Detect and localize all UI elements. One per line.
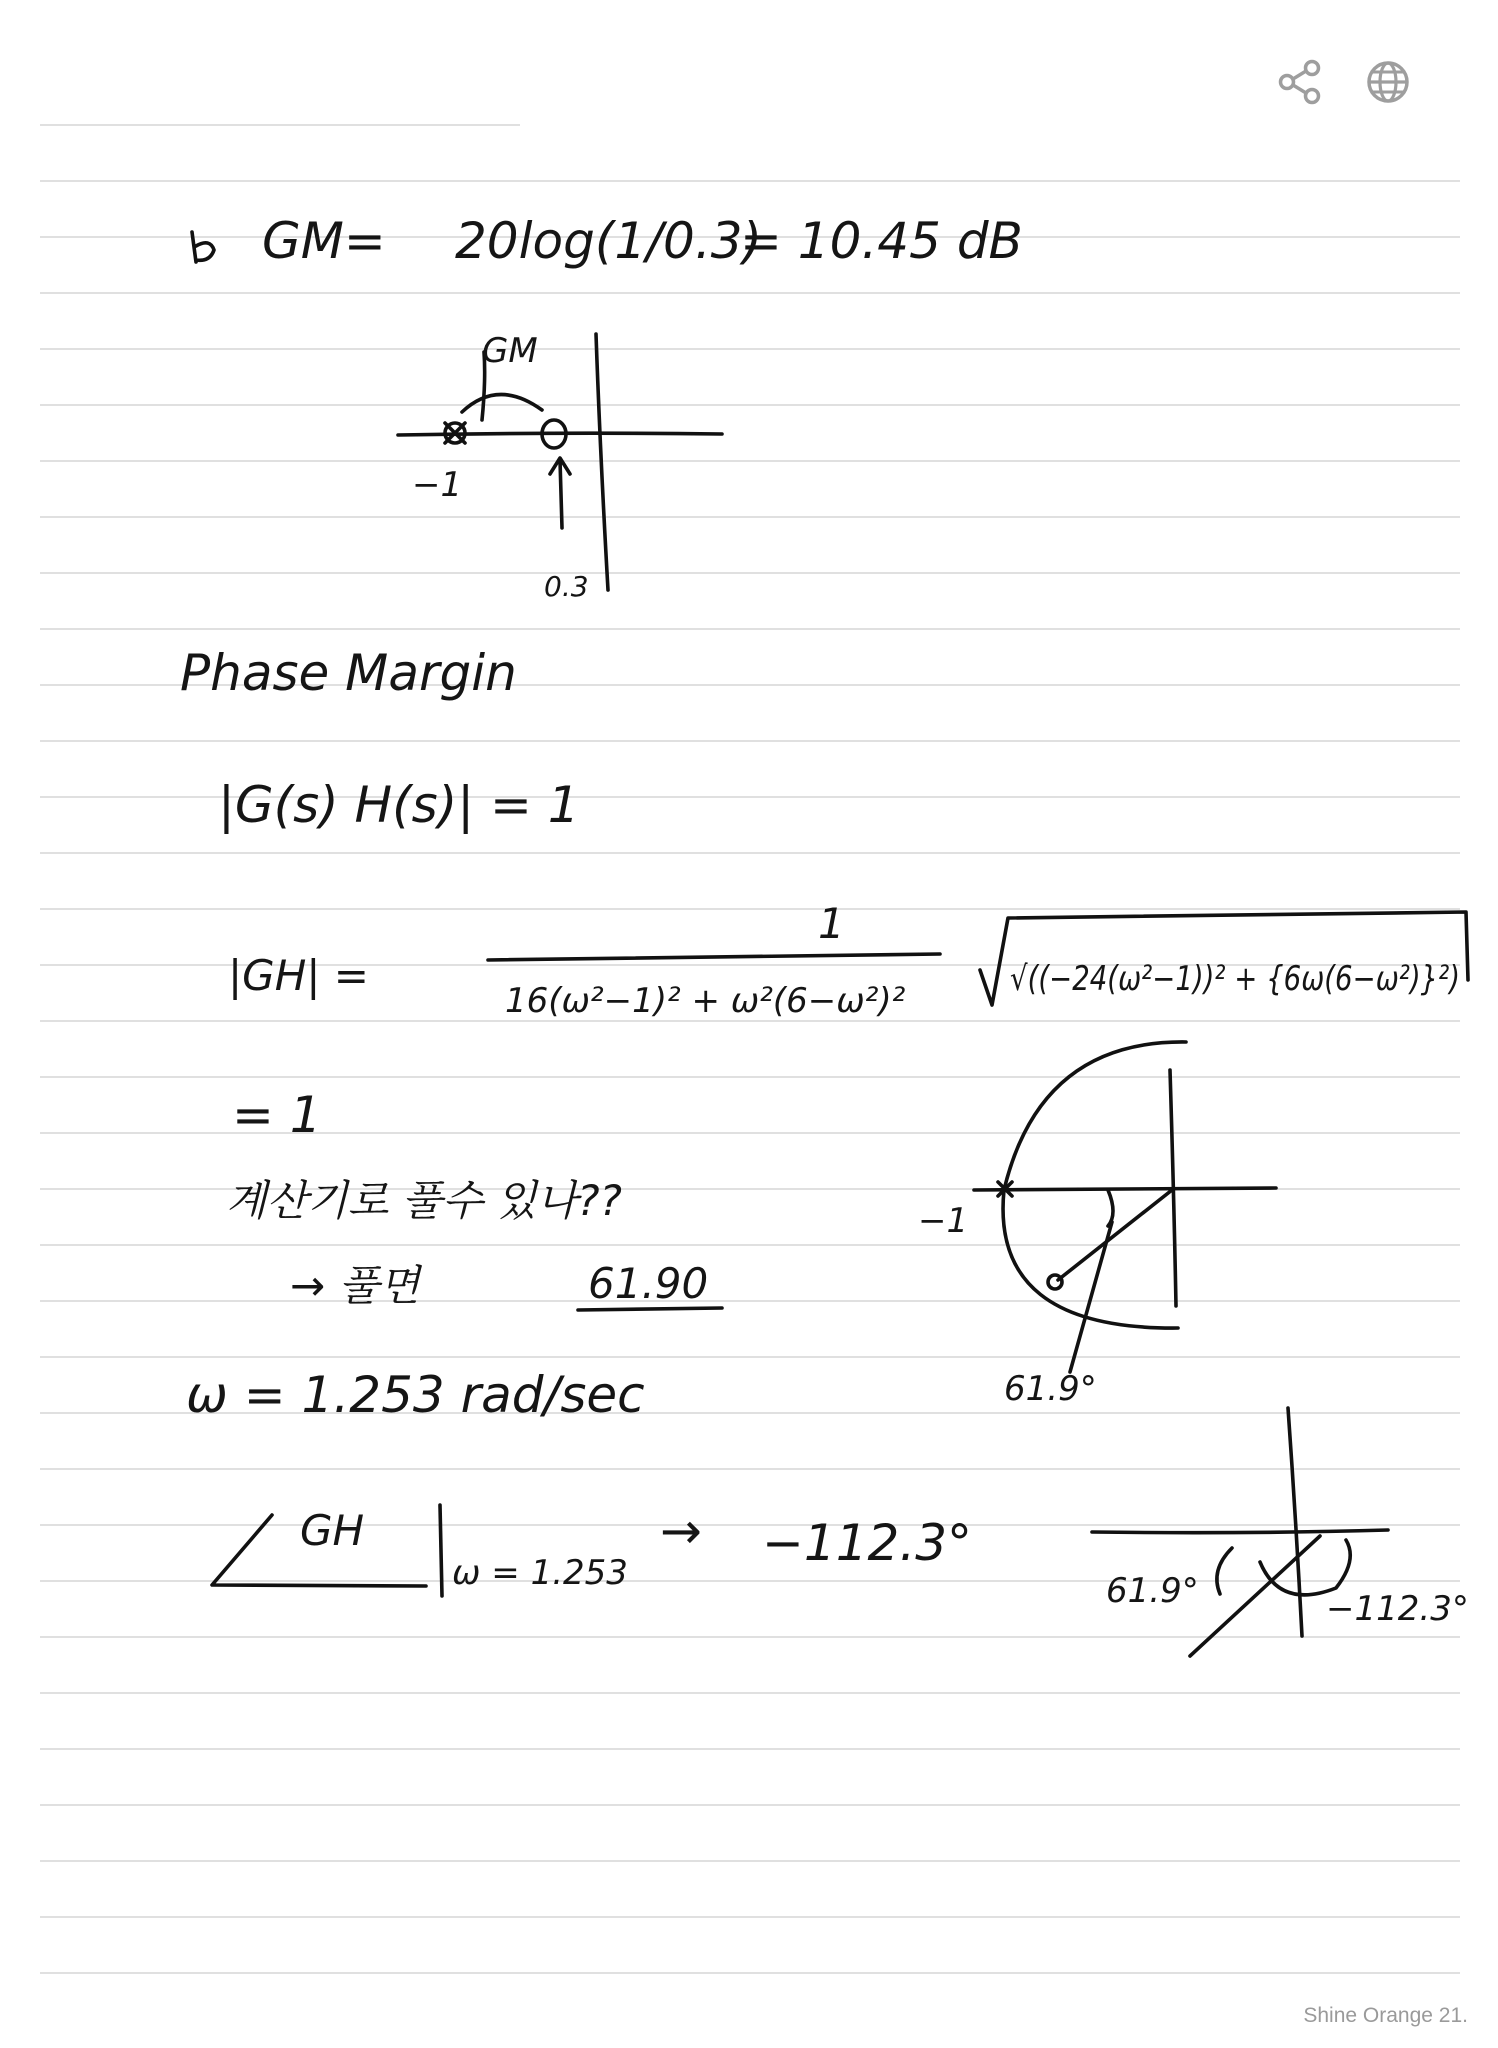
angle-left-value: 61.9° [1106, 1571, 1199, 1611]
gm-expression: 20log(1/0.3) [455, 212, 763, 270]
phase-arrow: → [660, 1502, 702, 1560]
crossover-point [1048, 1275, 1062, 1289]
calc-question: 계산기로 풀수 있나?? [226, 1176, 622, 1225]
footer-label: Shine Orange 21. [1303, 2004, 1468, 2027]
gh-root-content: √((−24(ω²−1))² + {6ω(6−ω²)}²) [1010, 959, 1460, 999]
equals-one: = 1 [232, 1086, 322, 1144]
phase-eval-at: ω = 1.253 [452, 1553, 628, 1593]
gm-arc [462, 394, 542, 412]
fraction-bar [488, 954, 940, 960]
ruled-lines [40, 125, 1460, 1973]
phase-vector [1058, 1190, 1172, 1280]
phase-eval-line [212, 1502, 972, 1596]
gain-margin-line [192, 212, 1023, 270]
solve-line [290, 1259, 722, 1310]
gh-lhs: |GH| = [228, 951, 369, 1000]
imag-axis [596, 334, 608, 590]
gh-denominator: 16(ω²−1)² + ω²(6−ω²)² [505, 981, 906, 1021]
angle-real-axis [1092, 1530, 1388, 1533]
angle-sketch [1092, 1408, 1469, 1656]
omega-line: ω = 1.253 rad/sec [186, 1366, 645, 1424]
gm-point-value: 0.3 [544, 570, 589, 603]
gm-diagram [398, 331, 722, 603]
magnitude-equation: |G(s) H(s)| = 1 [218, 776, 580, 834]
phase-margin-heading: Phase Margin [180, 644, 517, 702]
angle-right-value: −112.3° [1326, 1589, 1469, 1629]
nyquist-minus-one: −1 [918, 1201, 969, 1241]
nyquist-sketch [918, 1042, 1276, 1409]
solve-value: 61.90 [588, 1259, 709, 1308]
eval-bar [440, 1505, 442, 1596]
nyquist-real-axis [974, 1188, 1276, 1190]
gm-minus-one: −1 [412, 465, 463, 505]
solve-arrow-label: → 풀면 [290, 1261, 420, 1310]
phase-gh: GH [300, 1506, 365, 1555]
angle-imag-axis [1288, 1408, 1302, 1636]
gm-label: GM= [262, 212, 386, 270]
solve-underline [578, 1308, 722, 1310]
angle-arc-left [1217, 1548, 1232, 1594]
gm-arc-label: GM [482, 331, 538, 371]
gm-result: = 10.45 dB [740, 212, 1023, 270]
gh-numerator: 1 [818, 899, 845, 948]
phase-result: −112.3° [762, 1514, 973, 1572]
gh-formula [228, 899, 1468, 1021]
nyquist-angle: 61.9° [1004, 1369, 1097, 1409]
